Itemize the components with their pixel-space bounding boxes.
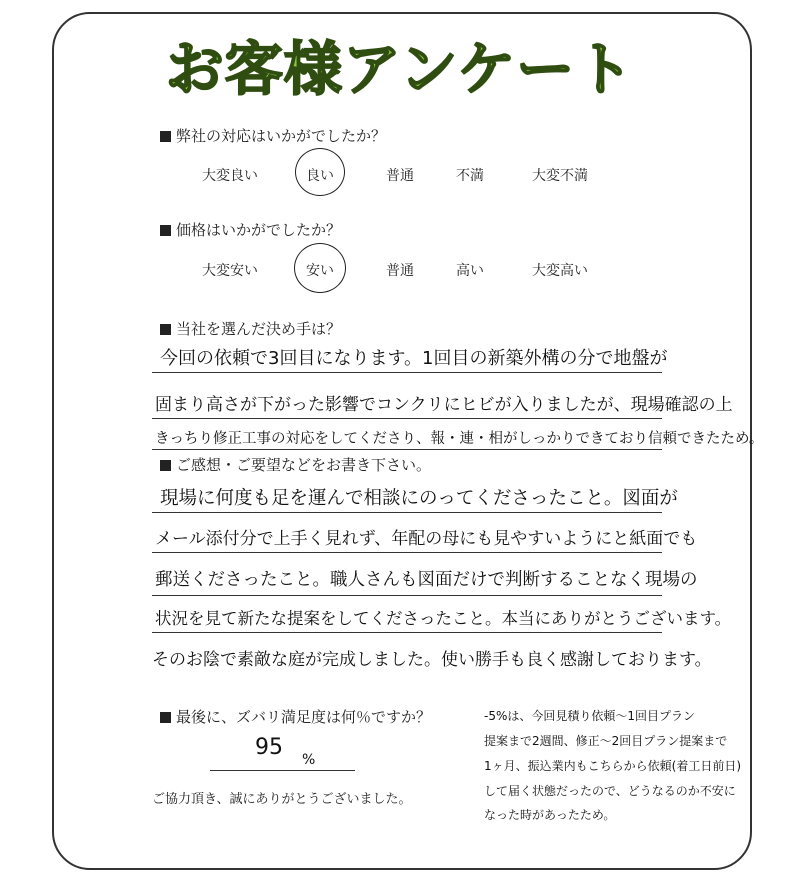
question-service-label: 弊社の対応はいかがでしたか？ [176, 127, 387, 145]
answer-underline [152, 632, 662, 633]
selected-circle-mark [295, 148, 345, 196]
handwritten-answer-line: 郵送くださったこと。職人さんも図面だけで判断することなく現場の [155, 570, 698, 590]
option-service-very-good: 大変良い [202, 168, 258, 184]
question-price-label: 価格はいかがでしたか？ [176, 221, 342, 239]
question-comments [160, 454, 431, 475]
option-price-very-expensive: 大変高い [532, 263, 588, 279]
percent-unit: % [302, 752, 316, 768]
survey-title: お客様アンケート [165, 35, 635, 103]
answer-underline [152, 552, 662, 553]
handwritten-answer-line: 固まり高さが下がった影響でコンクリにヒビが入りましたが、現場確認の上 [155, 395, 733, 415]
selected-circle-mark [294, 243, 346, 293]
option-service-good: 良い [306, 168, 334, 184]
question-reason-label: 当社を選んだ決め手は？ [176, 320, 342, 338]
side-note-line: して届く状態だったので、どうなるのか不安に [484, 784, 736, 798]
handwritten-answer-line: 状況を見て新たな提案をしてくださったこと。本当にありがとうございます。 [155, 609, 732, 628]
bullet-square-icon [160, 460, 171, 471]
bullet-square-icon [160, 225, 171, 236]
bullet-square-icon [160, 131, 171, 142]
side-note-line: 1ヶ月、振込業内もこちらから依頼(着工日前日) [484, 759, 741, 773]
answer-underline [152, 595, 662, 596]
answer-underline [152, 512, 662, 513]
answer-underline [210, 770, 355, 771]
question-satisfaction-label: 最後に、ズバリ満足度は何％ですか？ [176, 708, 432, 726]
satisfaction-value: 95 [255, 735, 283, 760]
answer-underline [152, 449, 662, 450]
handwritten-answer-line: きっちり修正工事の対応をしてくださり、報・連・相がしっかりできており信頼できたため。 [155, 431, 764, 447]
option-price-normal: 普通 [386, 263, 414, 279]
question-price [160, 219, 341, 240]
handwritten-answer-line: そのお陰で素敵な庭が完成しました。使い勝手も良く感謝しております。 [152, 650, 712, 670]
side-note-line: 提案まで2週間、修正～2回目プラン提案まで [484, 734, 728, 748]
handwritten-answer-line: 現場に何度も足を運んで相談にのってくださったこと。図面が [160, 488, 678, 509]
option-price-very-cheap: 大変安い [202, 263, 258, 279]
answer-underline [152, 372, 662, 373]
option-service-dissatisfied: 不満 [456, 168, 484, 184]
side-note-line: -5%は、今回見積り依頼～1回目プラン [484, 709, 696, 723]
option-price-cheap: 安い [306, 263, 334, 279]
option-service-normal: 普通 [386, 168, 414, 184]
question-service [160, 125, 386, 146]
question-reason [160, 318, 341, 339]
thank-you-footer: ご協力頂き、誠にありがとうございました。 [152, 792, 412, 807]
bullet-square-icon [160, 712, 171, 723]
option-service-very-dissatisfied: 大変不満 [532, 168, 588, 184]
question-satisfaction [160, 706, 431, 727]
side-note-line: なった時があったため。 [484, 808, 616, 822]
option-price-expensive: 高い [456, 263, 484, 279]
bullet-square-icon [160, 324, 171, 335]
handwritten-answer-line: 今回の依頼で3回目になります。1回目の新築外構の分で地盤が [160, 348, 668, 369]
answer-underline [152, 418, 662, 419]
question-comments-label: ご感想・ご要望などをお書き下さい。 [176, 456, 432, 474]
handwritten-answer-line: メール添付分で上手く見れず、年配の母にも見やすいようにと紙面でも [155, 529, 698, 549]
